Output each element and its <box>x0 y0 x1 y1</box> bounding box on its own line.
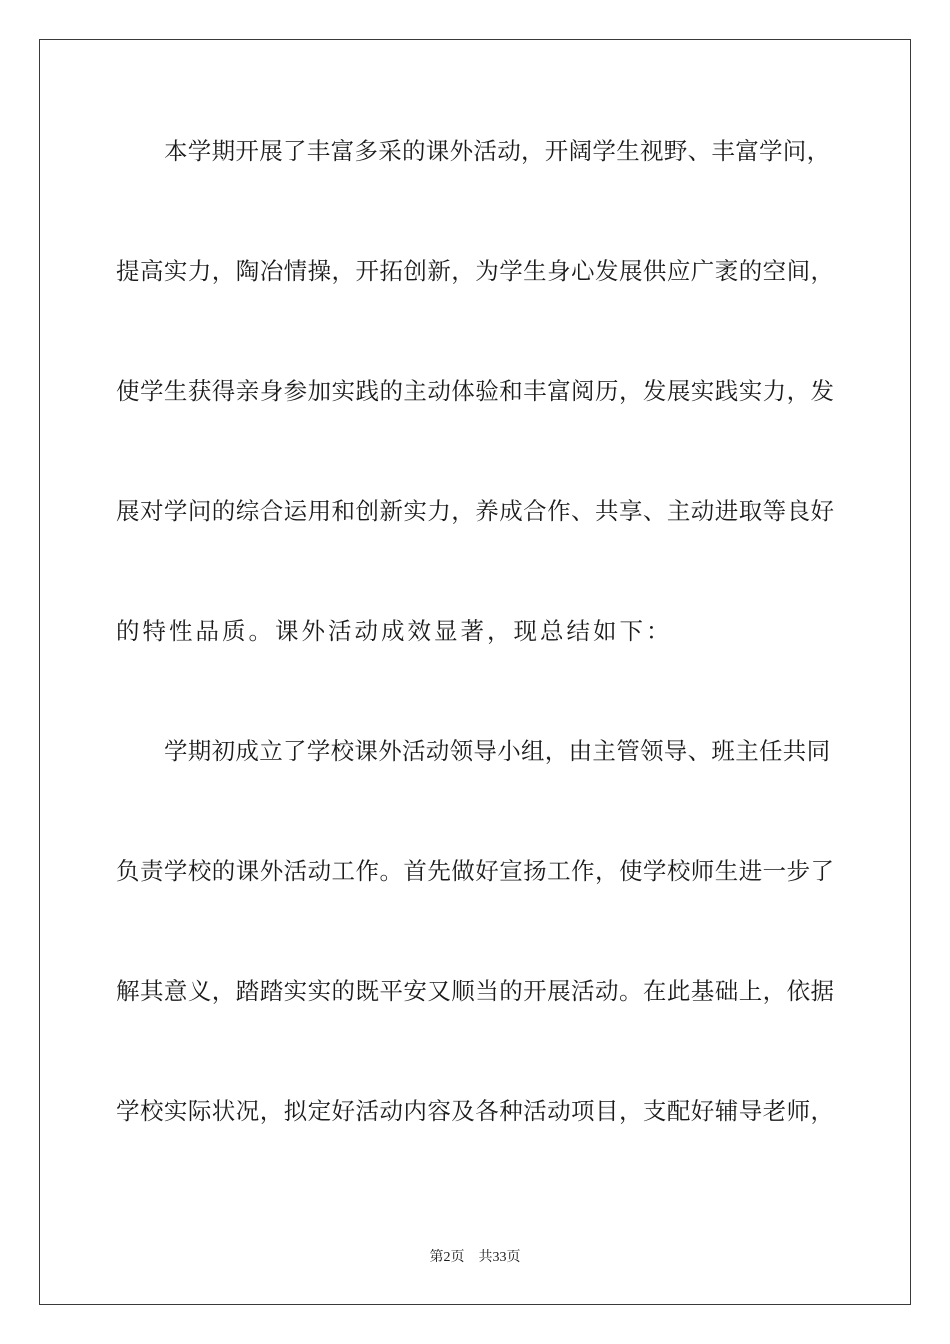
paragraph-2-line-3: 解其意义，踏踏实实的既平安又顺当的开展活动。在此基础上，依据 <box>116 977 835 1005</box>
page-number: 第2页 <box>429 1250 465 1265</box>
page-footer <box>0 1246 950 1266</box>
page-total: 共33页 <box>478 1250 521 1265</box>
paragraph-1-line-1: 本学期开展了丰富多采的课外活动，开阔学生视野、丰富学问， <box>164 137 831 165</box>
paragraph-1-line-3: 使学生获得亲身参加实践的主动体验和丰富阅历，发展实践实力，发 <box>116 377 835 405</box>
paragraph-1-line-5: 的特性品质。课外活动成效显著，现总结如下： <box>116 617 673 645</box>
paragraph-2-line-1: 学期初成立了学校课外活动领导小组，由主管领导、班主任共同 <box>164 737 831 765</box>
paragraph-1-line-4: 展对学问的综合运用和创新实力，养成合作、共享、主动进取等良好 <box>116 497 835 525</box>
paragraph-2-line-2: 负责学校的课外活动工作。首先做好宣扬工作，使学校师生进一步了 <box>116 857 835 885</box>
paragraph-2-line-4: 学校实际状况，拟定好活动内容及各种活动项目，支配好辅导老师， <box>116 1097 835 1125</box>
paragraph-1-line-2: 提高实力，陶冶情操，开拓创新，为学生身心发展供应广袤的空间， <box>116 257 835 285</box>
